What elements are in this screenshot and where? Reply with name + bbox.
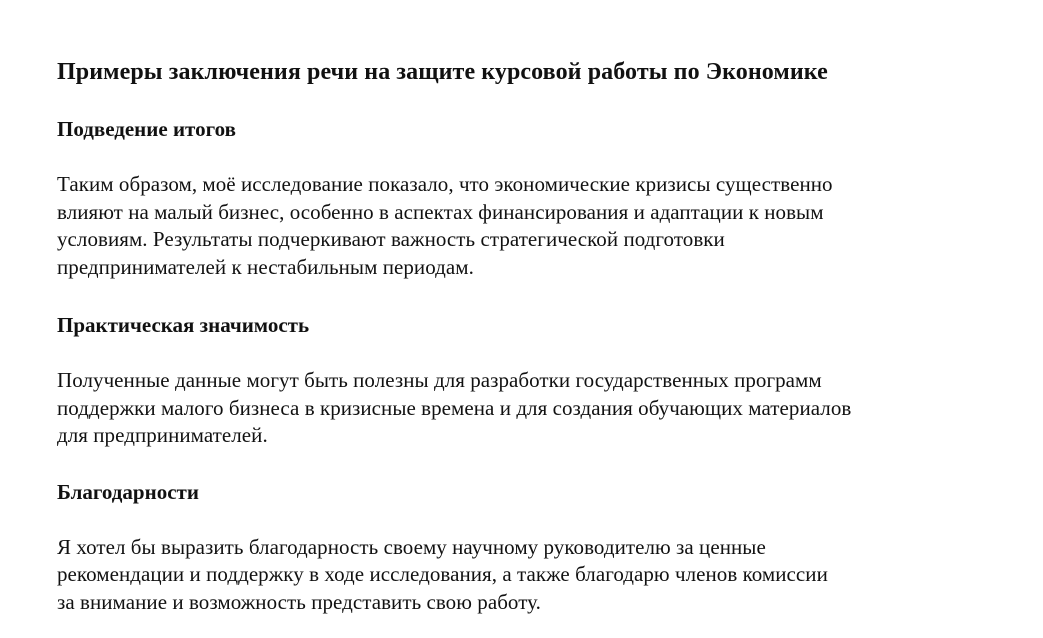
text-line: предпринимателей к нестабильным периодам. bbox=[57, 254, 474, 279]
text-line: влияют на малый бизнес, особенно в аспектах финансирования и адаптации к новым bbox=[57, 199, 824, 224]
section-heading-thanks: Благодарности bbox=[57, 479, 199, 504]
document-page bbox=[57, 57, 987, 616]
text-line: рекомендации и поддержку в ходе исследования, а также благодарю членов комиссии bbox=[57, 562, 828, 586]
text-line: Я хотел бы выразить благодарность своему научному руководителю за ценные bbox=[57, 534, 766, 559]
text-line: Полученные данные могут быть полезны для разработки государственных программ bbox=[57, 368, 822, 392]
text-line: для предпринимателей. bbox=[57, 423, 268, 447]
section-heading-summary: Подведение итогов bbox=[57, 117, 236, 141]
section-text-practical bbox=[57, 367, 987, 450]
text-line: за внимание и возможность представить свою работу. bbox=[57, 589, 541, 614]
document-title: Примеры заключения речи на защите курсовой работы по Экономике bbox=[57, 59, 828, 85]
section-text-summary bbox=[57, 171, 987, 281]
section-text-thanks bbox=[57, 534, 987, 617]
text-line: условиям. Результаты подчеркивают важность стратегической подготовки bbox=[57, 227, 725, 251]
text-line: поддержки малого бизнеса в кризисные времена и для создания обучающих материалов bbox=[57, 395, 852, 420]
text-line: Таким образом, моё исследование показало, что экономические кризисы существенно bbox=[57, 172, 833, 196]
section-heading-practical: Практическая значимость bbox=[57, 313, 310, 337]
